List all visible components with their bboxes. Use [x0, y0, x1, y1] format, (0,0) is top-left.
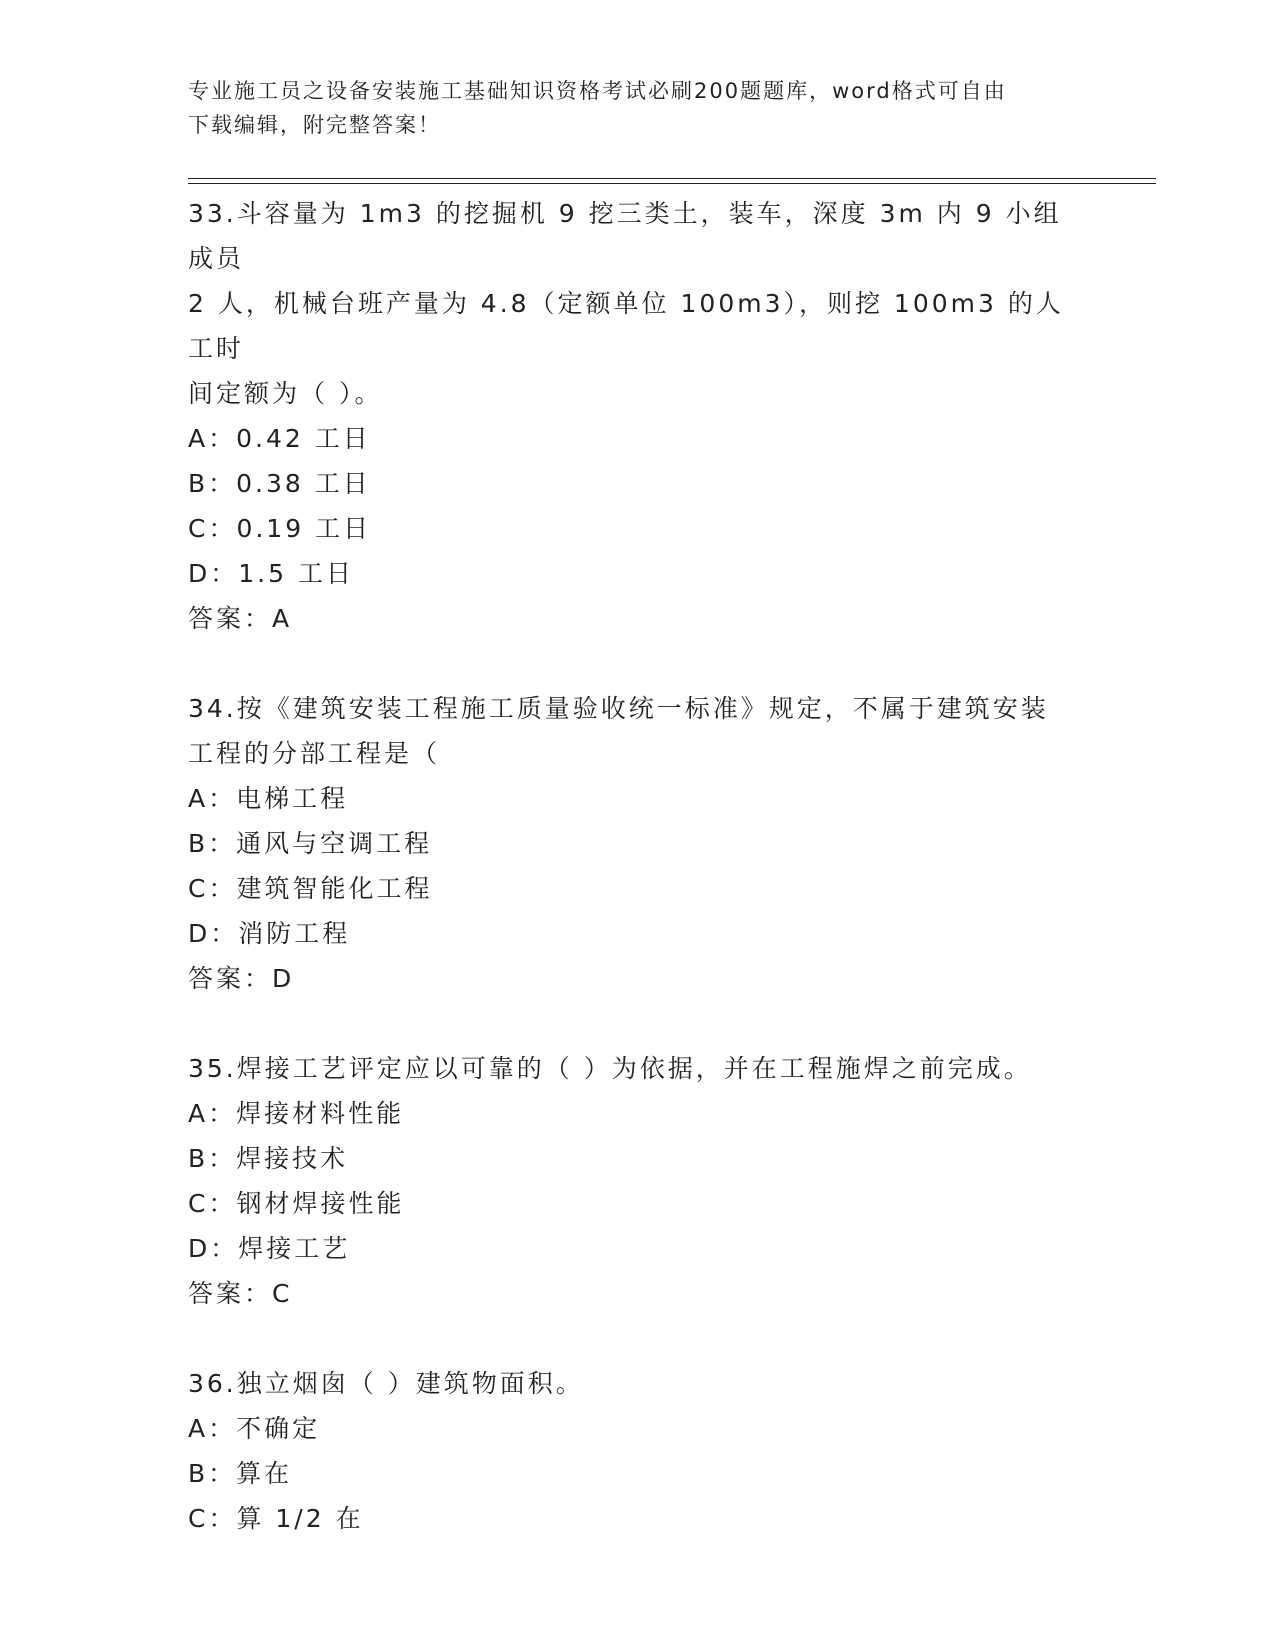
header-divider — [188, 183, 1156, 184]
answer-key: 答案：A — [188, 604, 293, 633]
question-stem-line: 33.斗容量为 1m3 的挖掘机 9 挖三类土，装车，深度 3m 内 9 小组成员 — [188, 199, 1062, 273]
answer-option: D：焊接工艺 — [188, 1234, 351, 1263]
header-divider — [188, 178, 1156, 179]
answer-key: 答案：C — [188, 1279, 293, 1308]
answer-option: A：0.42 工日 — [188, 424, 371, 453]
document-header — [188, 74, 1068, 142]
answer-key: 答案：D — [188, 964, 295, 993]
answer-option: A：焊接材料性能 — [188, 1099, 405, 1128]
question-stem-line: 34.按《建筑安装工程施工质量验收统一标准》规定，不属于建筑安装 — [188, 694, 1049, 723]
question-list — [188, 191, 1088, 1586]
answer-option: B：0.38 工日 — [188, 469, 371, 498]
answer-option: C：建筑智能化工程 — [188, 874, 433, 903]
header-line: 专业施工员之设备安装施工基础知识资格考试必刷200题题库，word格式可自由 — [188, 79, 1007, 103]
question-item — [188, 1046, 1088, 1316]
question-stem-line: 36.独立烟囱（ ）建筑物面积。 — [188, 1369, 584, 1398]
answer-option: D：消防工程 — [188, 919, 351, 948]
answer-option: D：1.5 工日 — [188, 559, 354, 588]
question-item — [188, 686, 1088, 1001]
answer-option: B：通风与空调工程 — [188, 829, 433, 858]
question-stem-line: 35.焊接工艺评定应以可靠的（ ）为依据，并在工程施焊之前完成。 — [188, 1054, 1032, 1083]
answer-option: B：算在 — [188, 1459, 293, 1488]
question-item — [188, 1361, 1088, 1541]
question-stem-line: 2 人，机械台班产量为 4.8（定额单位 100m3），则挖 100m3 的人工时 — [188, 289, 1064, 363]
answer-option: A：电梯工程 — [188, 784, 349, 813]
answer-option: C：算 1/2 在 — [188, 1504, 364, 1533]
question-stem — [188, 686, 1088, 776]
question-stem — [188, 1046, 1088, 1091]
question-stem-line: 工程的分部工程是（ — [188, 739, 441, 768]
question-stem-line: 间定额为（ ）。 — [188, 379, 383, 408]
question-stem — [188, 1361, 1088, 1406]
header-line: 下载编辑，附完整答案！ — [188, 113, 441, 137]
question-stem — [188, 191, 1088, 416]
answer-option: B：焊接技术 — [188, 1144, 349, 1173]
question-item — [188, 191, 1088, 641]
answer-option: A：不确定 — [188, 1414, 321, 1443]
answer-option: C：0.19 工日 — [188, 514, 372, 543]
answer-option: C：钢材焊接性能 — [188, 1189, 405, 1218]
